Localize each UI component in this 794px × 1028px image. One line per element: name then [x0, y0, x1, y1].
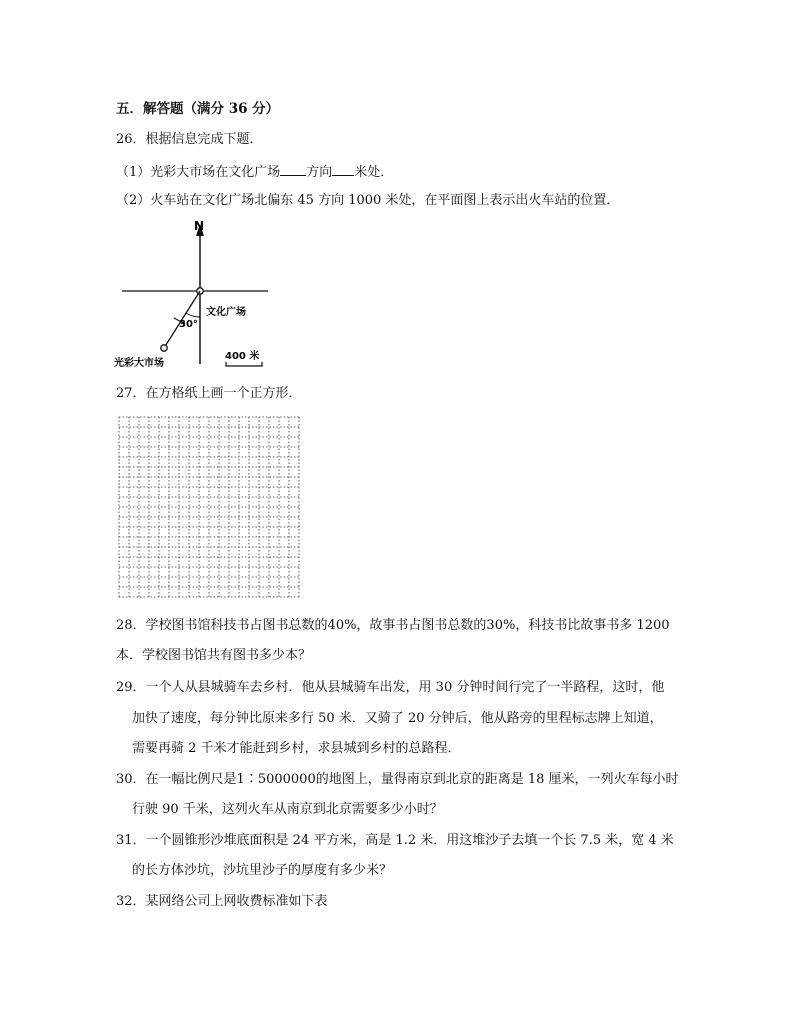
market-label: 光彩大市场	[114, 358, 164, 369]
angle-arc	[186, 313, 200, 317]
q26-part1-text-a: （1）光彩大市场在文化广场	[116, 165, 281, 180]
scale-bar	[226, 362, 262, 366]
q32-stem: 32．某网络公司上网收费标准如下表	[116, 894, 328, 909]
q26-part1-text-c: 米处．	[354, 165, 394, 180]
q26-distance-blank[interactable]	[332, 163, 354, 176]
q28-line1: 28．学校图书馆科技书占图书总数的40%，故事书占图书总数的30%，科技书比故事书多 1200	[116, 618, 670, 633]
q29-line2: 加快了速度，每分钟比原来多行 50 米．又骑了 20 分钟后，他从路旁的里程标志牌上知道，	[132, 711, 663, 726]
angle-label: 30°	[179, 319, 198, 330]
north-label: N	[194, 219, 205, 233]
q27-stem: 27．在方格纸上画一个正方形．	[116, 386, 302, 401]
q29-line3: 需要再骑 2 千米才能赶到乡村，求县城到乡村的总路程．	[132, 741, 461, 756]
q26-part2: （2）火车站在文化广场北偏东 45 方向 1000 米处，在平面图上表示出火车站的位置．	[116, 193, 620, 208]
q29-line1: 29．一个人从县城骑车去乡村．他从县城骑车出发，用 30 分钟时间行完了一半路程，这时，他	[116, 680, 665, 695]
cultural-square-label: 文化广场	[206, 307, 246, 318]
q31-line2: 的长方体沙坑，沙坑里沙子的厚度有多少米？	[132, 863, 393, 878]
section-heading: 五．解答题（满分 36 分）	[116, 101, 280, 117]
q26-part1-text-b: 方向	[306, 165, 333, 180]
q26-part1	[116, 163, 393, 181]
square-grid-paper[interactable]	[118, 416, 300, 598]
q28-line2: 本．学校图书馆共有图书多少本？	[116, 648, 312, 663]
q26-stem: 26．根据信息完成下题．	[116, 132, 263, 147]
compass-map-figure	[112, 214, 282, 374]
q26-direction-blank[interactable]	[280, 163, 306, 176]
scale-label: 400 米	[225, 351, 260, 362]
q31-line1: 31．一个圆锥形沙堆底面积是 24 平方米，高是 1.2 米．用这堆沙子去填一个长 7.5 米，宽 4 米	[116, 833, 674, 848]
market-point	[161, 345, 167, 351]
q30-line1: 30．在一幅比例尺是1∶5000000的地图上，量得南京到北京的距离是 18 厘米，一列火车每小时	[116, 772, 679, 787]
q30-line2: 行驶 90 千米，这列火车从南京到北京需要多少小时？	[132, 802, 443, 817]
